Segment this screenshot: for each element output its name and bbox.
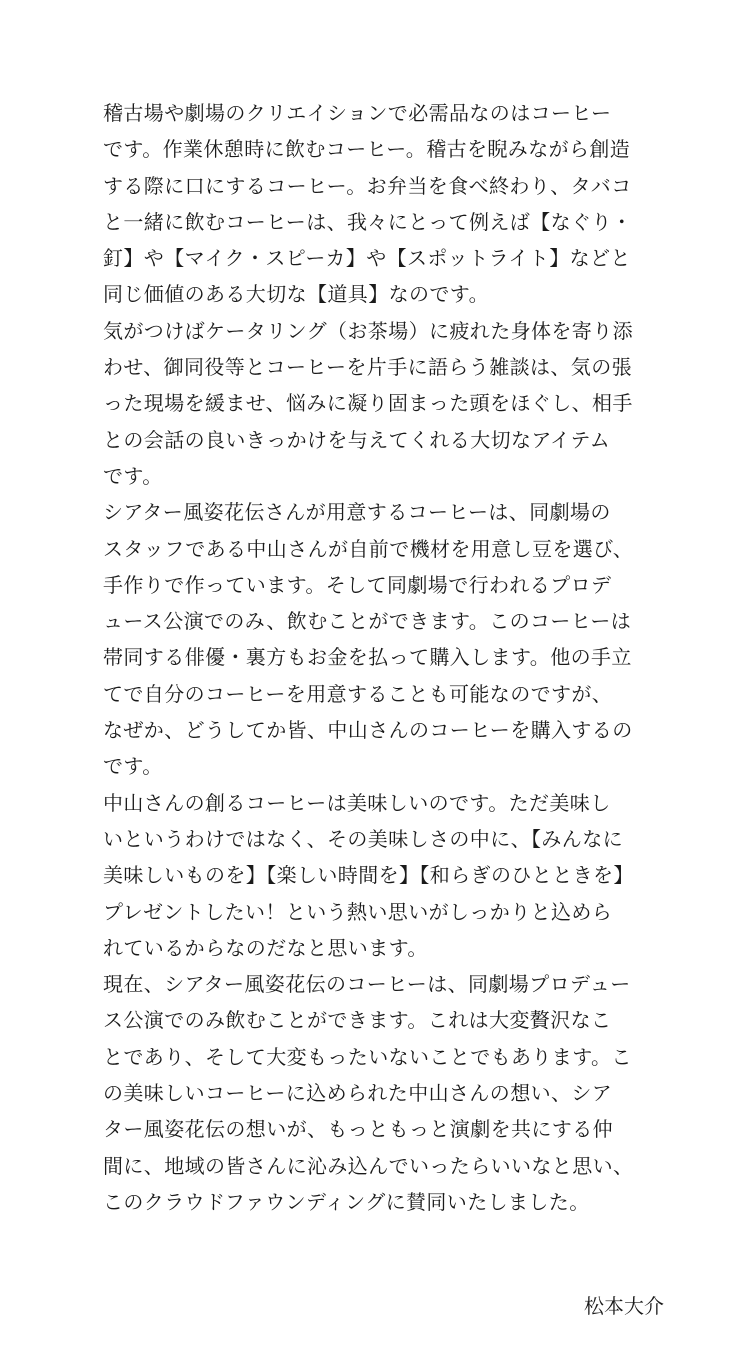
text-line: てで自分のコーヒーを用意することも可能なのですが、: [103, 681, 613, 706]
text-line: シアター風姿花伝さんが用意するコーヒーは、同劇場の: [103, 500, 611, 525]
text-line: 手作りで作っています。そして同劇場で行われるプロデ: [103, 572, 612, 597]
text-line: 稽古場や劇場のクリエイションで必需品なのはコーヒー: [103, 101, 612, 125]
text-line: 釘】や【マイク・スピーカ】や【スポットライト】などと: [103, 246, 631, 271]
text-line: プレゼントしたい！という熱い思いがしっかりと込めら: [103, 899, 613, 924]
author-signature: 松本大介: [584, 1294, 664, 1318]
text-line: なぜか、どうしてか皆、中山さんのコーヒーを購入するの: [103, 718, 633, 743]
text-line: です。: [103, 754, 163, 779]
text-line: ス公演でのみ飲むことができます。これは大変贅沢なこ: [103, 1008, 612, 1033]
text-line: 同じ価値のある大切な【道具】なのです。: [103, 282, 489, 307]
text-line: った現場を緩ませ、悩みに凝り固まった頭をほぐし、相手: [103, 391, 633, 416]
text-line: わせ、御同役等とコーヒーを片手に語らう雑談は、気の張: [103, 355, 632, 380]
text-line: 気がつけばケータリング（お茶場）に疲れた身体を寄り添: [103, 318, 633, 343]
text-line: 中山さんの創るコーヒーは美味しいのです。ただ美味し: [103, 790, 611, 815]
text-line: 間に、地域の皆さんに沁み込んでいったらいいなと思い、: [103, 1153, 634, 1178]
text-line: する際に口にするコーヒー。お弁当を食べ終わり、タバコ: [103, 173, 632, 198]
text-line: の美味しいコーヒーに込められた中山さんの想い、シア: [103, 1081, 613, 1106]
text-line: れているからなのだなと思います。: [103, 935, 428, 960]
text-line: いというわけではなく、その美味しさの中に、【みんなに: [103, 826, 623, 851]
text-line: 美味しいものを】【楽しい時間を】【和らぎのひとときを】: [103, 863, 634, 888]
text-line: 帯同する俳優・裏方もお金を払って購入します。他の手立: [103, 645, 632, 670]
text-line: と一緒に飲むコーヒーは、我々にとって例えば【なぐり・: [103, 209, 633, 234]
text-line: このクラウドファウンディングに賛同いたしました。: [103, 1189, 590, 1214]
text-line: ュース公演でのみ、飲むことができます。このコーヒーは: [103, 609, 632, 634]
text-line: との会話の良いきっかけを与えてくれる大切なアイテム: [103, 427, 611, 452]
text-line: とであり、そして大変もったいないことでもあります。こ: [103, 1044, 632, 1069]
text-line: です。作業休憩時に飲むコーヒー。稽古を睨みながら創造: [103, 137, 631, 162]
body-text: [103, 95, 663, 1220]
text-line: です。: [103, 463, 163, 488]
text-line: スタッフである中山さんが自前で機材を用意し豆を選び、: [103, 536, 634, 561]
text-line: 現在、シアター風姿花伝のコーヒーは、同劇場プロデュー: [103, 972, 631, 997]
text-line: ター風姿花伝の想いが、もっともっと演劇を共にする仲: [103, 1117, 613, 1142]
